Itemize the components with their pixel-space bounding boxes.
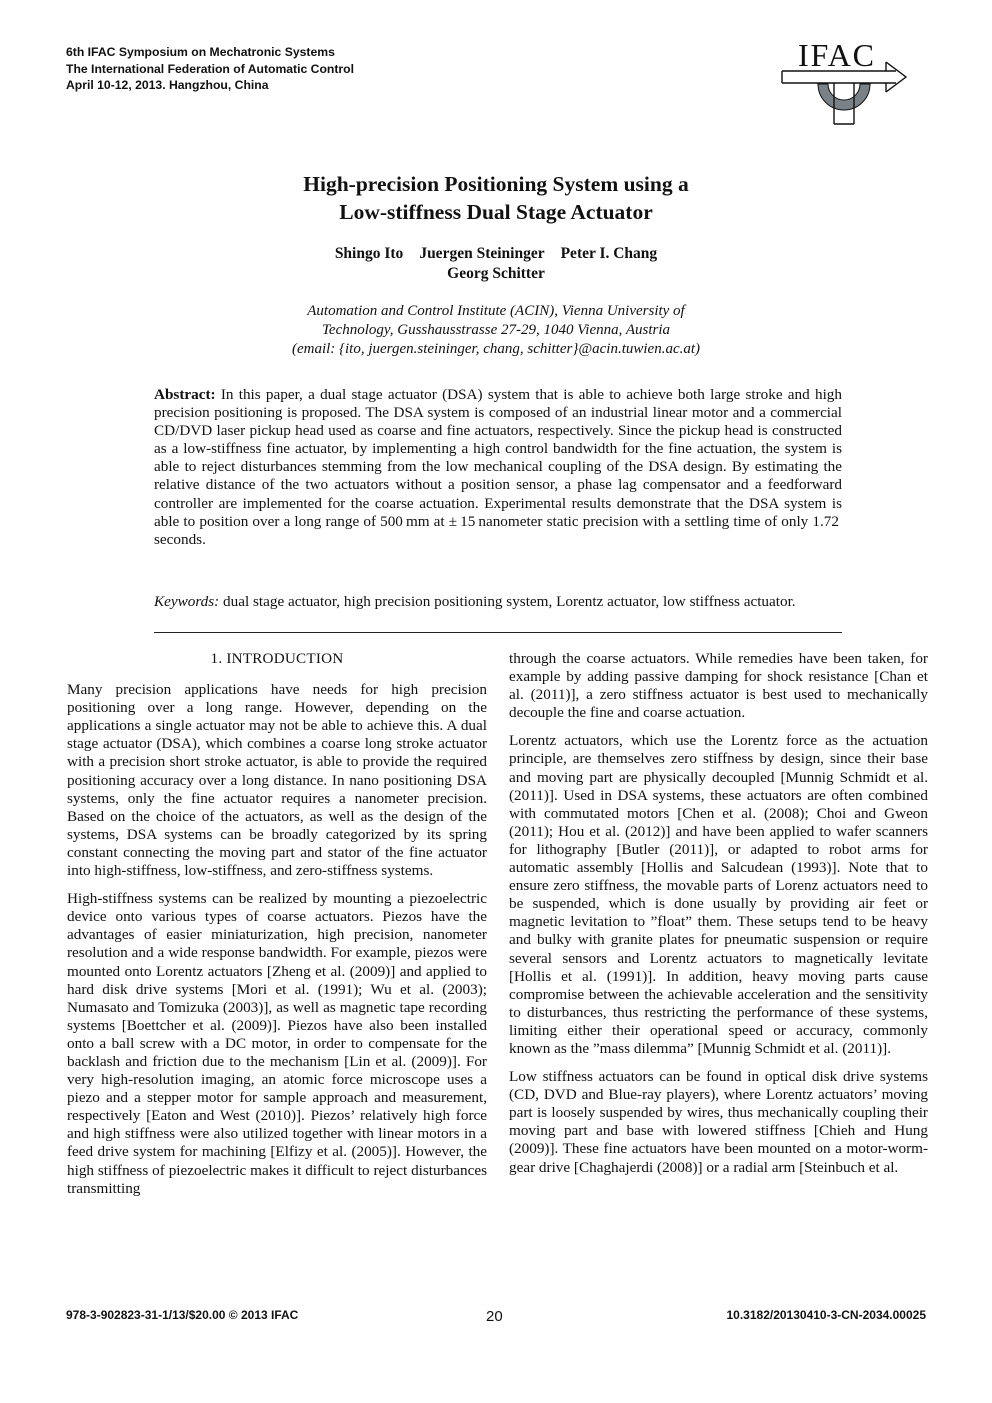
left-paragraph-1: Many precision applications have needs for high precision positioning over a long range. However, depending on the applications a single actuator may not be able to achieve this. A dual stage actuator (DSA), which combines a coarse long stroke actuator with a precision short stroke actuator, is able to provide the required positioning accuracy over a long distance. In nano positioning DSA systems, only the fine actuator requires a nanometer precision. Based on the choice of the actuators, as well as the design of the systems, DSA systems can be broadly categorized by its spring constant connecting the moving part and stator of the fine actuator into high-stiffness, low-stiffness, and zero-stiffness systems. [67,681,487,880]
section-heading: 1. INTRODUCTION [210,650,344,667]
conference-line-2: The International Federation of Automatic Control [66,61,354,76]
abstract-label: Abstract: [154,386,216,403]
author-2: Juergen Steininger [419,245,545,262]
abstract-text: In this paper, a dual stage actuator (DSA) system that is able to achieve both large stroke and high precision positioning is proposed. The DSA system is composed of an industrial linear motor and a commercial CD/DVD laser pickup head used as coarse and fine actuators, respectively. Since the pickup head is constructed as a low-stiffness fine actuator, by implementing a high control bandwidth for the fine actuation, the system is able to reject disturbances stemming from the low mechanical coupling of the DSA design. By estimating the relative distance of the two actuators without a position sensor, a phase lag compensator and a feedforward controller are implemented for the coarse actuation. Experimental results demonstrate that the DSA system is able to position over a long range of 500 mm at ± 15 nanometer static precision with a settling time of only 1.72 seconds. [154,386,842,548]
conference-line-1: 6th IFAC Symposium on Mechatronic Systems [66,45,335,59]
author-list [0,244,992,284]
affiliation-email: (email: {ito, juergen.steininger, chang, schitter}@acin.tuwien.ac.at) [291,341,701,357]
ifac-logo-text: IFAC [798,38,874,73]
abstract [154,386,842,549]
footer-doi: 10.3182/20130410-3-CN-2034.00025 [726,1308,926,1322]
right-paragraph-1: through the coarse actuators. While remedies have been taken, for example by adding passive damping for shock resistance [Chan et al. (2011)], a zero stiffness actuator is best used to mechanically decouple the fine and coarse actuation. [509,650,928,722]
author-4: Georg Schitter [447,265,545,282]
author-1: Shingo Ito [334,245,404,262]
paper-title [0,170,992,226]
title-line-1: High-precision Positioning System using a [303,172,689,196]
right-column [509,650,928,1187]
title-line-2: Low-stiffness Dual Stage Actuator [339,200,653,224]
affiliation-line-2: Technology, Gusshausstrasse 27-29, 1040 Vienna, Austria [321,322,671,338]
footer-isbn: 978-3-902823-31-1/13/$20.00 © 2013 IFAC [66,1308,299,1322]
page-footer [66,1308,926,1326]
abstract-divider [154,632,842,633]
keywords-label: Keywords: [154,593,220,610]
left-paragraph-2: High-stiffness systems can be realized by mounting a piezoelectric device onto various types of coarse actuators. Piezos have the advantages of easier miniaturization, high precision, nanometer resolution and a wide response bandwidth. For example, piezos were mounted onto Lorentz actuators [Zheng et al. (2009)] and applied to hard disk drive systems [Mori et al. (1991); Wu et al. (2003); Numasato and Tomizuka (2003)], as well as magnetic tape recording systems [Boettcher et al. (2009)]. Piezos have also been installed onto a ball screw with a DC motor, in order to compensate for the backlash and friction due to the mechanism [Lin et al. (2009)]. For very high-resolution imaging, an atomic force microscope uses a piezo and a stepper motor for sample approach and measurement, respectively [Eaton and West (2010)]. Piezos’ relatively high force and high stiffness were also utilized together with linear motors in a feed drive system for machining [Elfizy et al. (2005)]. However, the high stiffness of piezoelectric makes it difficult to reject disturbances transmitting [67,890,487,1197]
right-paragraph-3: Low stiffness actuators can be found in optical disk drive systems (CD, DVD and Blue-ray players), where Lorentz actuators’ moving part is loosely suspended by wires, thus mechanically coupling their moving part and base with lowered stiffness [Chieh and Hung (2009)]. These fine actuators have been mounted on a motor-worm-gear drive [Chaghajerdi (2008)] or a radial arm [Steinbuch et al. [509,1068,928,1176]
right-paragraph-2: Lorentz actuators, which use the Lorentz force as the actuation principle, are themselves zero stiffness by design, since their base and moving part are physically decoupled [Munnig Schmidt et al. (2011)]. Used in DSA systems, these actuators are often combined with commutated motors [Chen et al. (2008); Choi and Gweon (2011); Hou et al. (2012)] and have been applied to wafer scanners for lithography [Butler (2011)], or adapted to robot arms for automatic assembly [Hollis and Salcudean (1993)]. Note that to ensure zero stiffness, the movable parts of Lorenz actuators need to be suspended, which is done usually by providing air feet or magnetic levitation to ”float” them. These setups tend to be heavy and bulky with granite plates for pneumatic suspension or require several sensors and Lorentz actuators to magnetically levitate [Hollis et al. (1991)]. In addition, heavy moving parts cause compromise between the achievable acceleration and the sensitivity to disturbances, thus restricting the performance of these systems, limiting either their operational speed or accuracy, commonly known as the ”mass dilemma” [Munnig Schmidt et al. (2011)]. [509,732,928,1057]
author-3: Peter I. Chang [560,245,658,262]
page-number: 20 [486,1308,503,1325]
left-column [67,650,487,1208]
affiliation [0,302,992,359]
keywords-text: dual stage actuator, high precision positioning system, Lorentz actuator, low stiffness actuator. [223,593,796,610]
conference-header [66,44,354,94]
conference-line-3: April 10-12, 2013. Hangzhou, China [66,78,269,92]
affiliation-line-1: Automation and Control Institute (ACIN), Vienna University of [307,303,685,319]
keywords [154,593,842,611]
ifac-logo [778,38,908,128]
